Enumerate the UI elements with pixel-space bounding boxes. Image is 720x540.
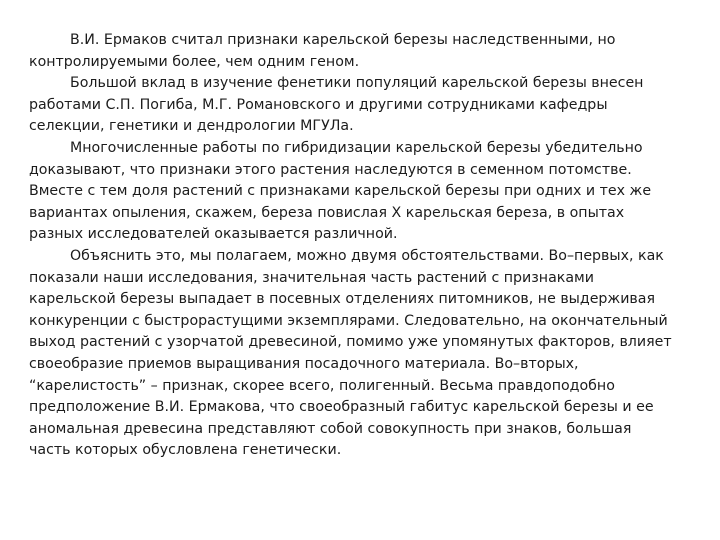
text-line: вариантах опыления, скажем, береза повислая Х карельская береза, в опытах: [29, 204, 625, 221]
text-line: доказывают, что признаки этого растения наследуются в семенном потомстве.: [29, 161, 632, 178]
text-line: “карелистость” – признак, скорее всего, полигенный. Весьма правдоподобно: [29, 377, 615, 394]
body-text: [29, 30, 694, 462]
text-line: часть которых обусловлена генетически.: [29, 442, 342, 459]
text-line: Многочисленные работы по гибридизации карельской березы убедительно: [70, 139, 643, 156]
text-line: контролируемыми более, чем одним геном.: [29, 53, 360, 70]
text-line: аномальная древесина представляют собой совокупность при знаков, большая: [29, 420, 632, 437]
text-line: показали наши исследования, значительная часть растений с признаками: [29, 269, 594, 286]
text-line: карельской березы выпадает в посевных отделениях питомников, не выдерживая: [29, 291, 656, 308]
text-line: Большой вклад в изучение фенетики популяций карельской березы внесен: [70, 75, 644, 92]
text-line: разных исследователей оказывается различной.: [29, 226, 398, 243]
text-line: Объяснить это, мы полагаем, можно двумя обстоятельствами. Во–первых, как: [70, 247, 664, 264]
text-line: Вместе с тем доля растений с признаками карельской березы при одних и тех же: [29, 183, 652, 200]
text-line: конкуренции с быстрорастущими экземплярами. Следовательно, на окончательный: [29, 312, 668, 329]
text-line: своеобразие приемов выращивания посадочного материала. Во–вторых,: [29, 355, 579, 372]
text-line: работами С.П. Погиба, М.Г. Романовского и другими сотрудниками кафедры: [29, 96, 608, 113]
text-line: В.И. Ермаков считал признаки карельской березы наследственными, но: [70, 32, 616, 48]
text-line: селекции, генетики и дендрологии МГУЛа.: [29, 118, 354, 135]
text-line: предположение В.И. Ермакова, что своеобразный габитус карельской березы и ее: [29, 399, 654, 416]
text-line: выход растений с узорчатой древесиной, помимо уже упомянутых факторов, влияет: [29, 334, 672, 351]
